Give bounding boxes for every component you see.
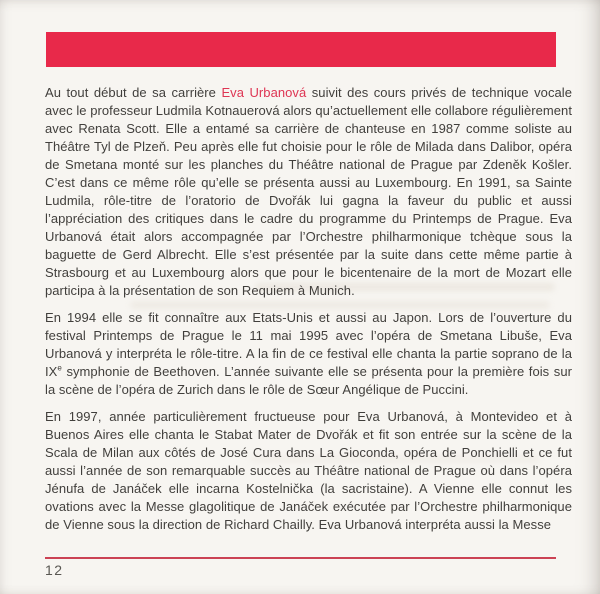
header-red-bar — [46, 32, 556, 67]
text-run: suivit des cours privés de technique vocale avec le professeur Ludmila Kotnauerová alors qu’actuellement elle collabore régulièrement avec Renata Scott. Elle a entamé sa carrière de chanteuse en 1987 comme soliste au Théâtre Tyl de Plzeň. Peu après elle fut choisie pour le rôle de Milada dans Dalibor, opéra de Smetana monté sur les planches du Théâtre national de Prague par Zdeněk Košler. C’est dans ce même rôle qu’elle se présenta aussi au Luxembourg. En 1991, sa Sainte Ludmila, rôle-titre de l’oratorio de Dvořák lui gagna la faveur du public et aussi l’appréciation des critiques dans le cadre du programme du Printemps de Prague. Eva Urbanová était alors accompagnée par l’Orchestre philharmonique tchèque sous la baguette de Gerd Albrecht. Elle s’est présentée par la suite dans cette même partie à Strasbourg et au Luxembourg alors que pour le bicentenaire de la mort de Mozart elle participa à la présentation de son Requiem à Munich. — [45, 85, 572, 298]
text-run: Au tout début de sa carrière — [45, 85, 222, 100]
paragraph — [45, 408, 572, 534]
text-run: symphonie de Beethoven. L’année suivante elle se présenta pour la première fois sur la scène de l’opéra de Zurich dans le rôle de Sœur Angélique de Puccini. — [45, 364, 572, 397]
text-run: En 1997, année particulièrement fructueuse pour Eva Urbanová, à Montevideo et à Buenos Aires elle chanta le Stabat Mater de Dvořák et fit son entrée sur la scène de la Scala de Milan aux côtés de José Cura dans La Gioconda, opéra de Ponchielli et ce fut aussi l’année de son remarquable succès au Théâtre national de Prague où dans l’opéra Jénufa de Janáček elle incarna Kostelnička (la sacristaine). A Vienne elle connut les ovations avec la Messe glagolitique de Janáček exécutée par l’Orchestre philharmonique de Vienne sous la direction de Richard Chailly. Eva Urbanová interpréta aussi la Messe — [45, 409, 572, 532]
ordinal-superscript: e — [57, 363, 62, 373]
paragraph — [45, 84, 572, 300]
biography-text — [45, 84, 572, 543]
artist-name-highlight: Eva Urbanová — [221, 85, 307, 100]
footer-rule — [45, 557, 556, 559]
paragraph — [45, 309, 572, 399]
page-number: 12 — [45, 562, 64, 578]
text-run: En 1994 elle se fit connaître aux Etats-Unis et aussi au Japon. Lors de l’ouverture du festival Printemps de Prague le 11 mai 1995 avec l’opéra de Smetana Libuše, Eva Urbanová y interpréta le rôle-titre. A la fin de ce festival elle chanta la partie soprano de la IX — [45, 310, 572, 379]
